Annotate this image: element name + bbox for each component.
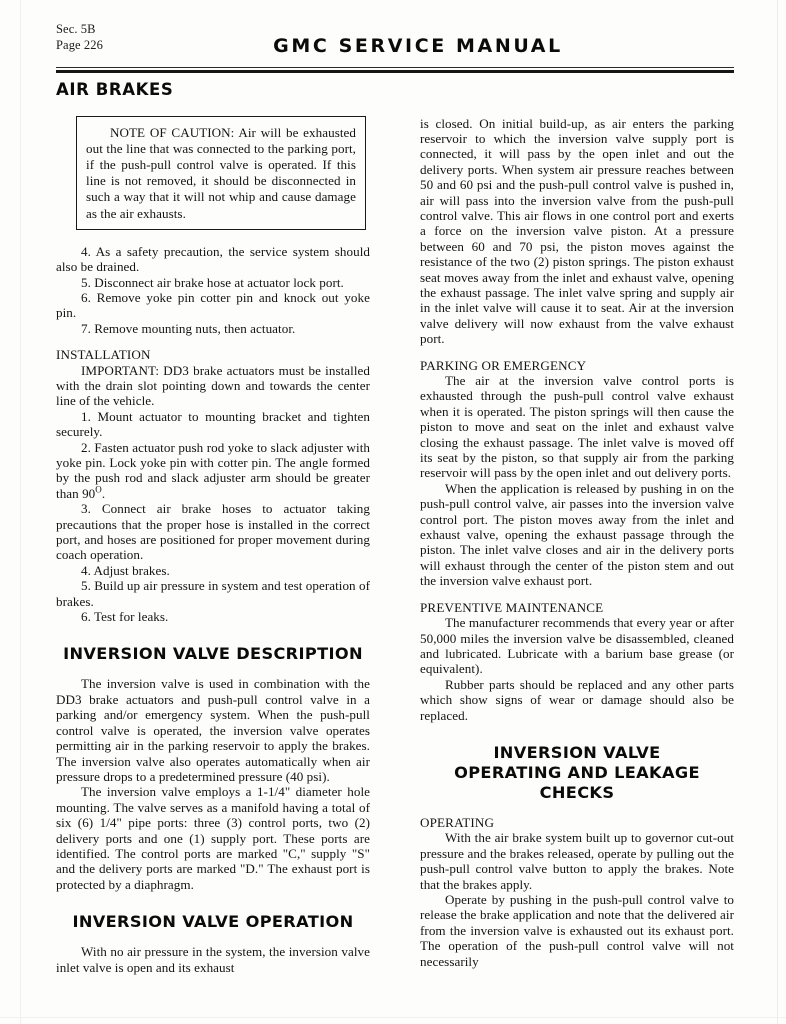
parking-paragraph-2: When the application is released by pushing in on the push-pull control valve, air passes into the inversion valve control port. The piston moves away from the inlet and exhaust valve, opening the exhaust passage through the piston. The inlet valve closes and air in the delivery ports will exhaust through the center of the piston stem and out the inversion valve exhaust port. (420, 480, 734, 589)
installation-step-5: 5. Build up air pressure in system and test operation of brakes. (56, 578, 370, 609)
checks-heading-line-2: OPERATING AND LEAKAGE CHECKS (454, 762, 700, 802)
caution-note-text: NOTE OF CAUTION: Air will be exhausted out the line that was connected to the parking port, if the push-pull control valve is operated. If this line is not removed, it should be disconnected in such a way that it will not whip and cause damage as the air exhausts. (86, 124, 356, 221)
removal-step-5: 5. Disconnect air brake hose at actuator lock port. (81, 274, 344, 290)
operating-heading: OPERATING (420, 814, 495, 830)
operating-paragraph-2: Operate by pushing in the push-pull control valve to release the brake application and note that the delivered air from the inversion valve is exhausted out its exhaust port. The operation of the push-pull control valve will not necessarily (420, 891, 734, 969)
installation-step-2 (56, 440, 370, 502)
checks-heading-line-1: INVERSION VALVE (493, 742, 661, 762)
inversion-valve-description-heading: INVERSION VALVE DESCRIPTION (63, 644, 363, 664)
installation-step-6: 6. Test for leaks. (81, 609, 169, 625)
preventive-maintenance-heading: PREVENTIVE MAINTENANCE (420, 599, 604, 615)
installation-step-4: 4. Adjust brakes. (81, 562, 170, 578)
parking-or-emergency-heading: PARKING OR EMERGENCY (420, 357, 587, 373)
two-column-body (56, 116, 734, 975)
removal-step-7: 7. Remove mounting nuts, then actuator. (81, 320, 296, 336)
installation-step-1: 1. Mount actuator to mounting bracket and tighten securely. (56, 408, 370, 440)
installation-heading: INSTALLATION (56, 347, 151, 363)
removal-step-4: 4. As a safety precaution, the service system should also be drained. (56, 243, 370, 275)
scan-edge-right (777, 0, 778, 1024)
installation-step-2-suffix: . (101, 485, 106, 501)
caution-note-box (76, 116, 366, 230)
maintenance-paragraph-1: The manufacturer recommends that every year or after 50,000 miles the inversion valve be disassembled, cleaned and lubricated. Lubricate with a barium base grease (or equivalent). (420, 615, 734, 677)
manual-title: GMC SERVICE MANUAL (273, 35, 563, 57)
operation-paragraph: With no air pressure in the system, the inversion valve inlet valve is open and its exhaust (56, 944, 370, 975)
installation-step-3: 3. Connect air brake hoses to actuator taking precautions that the proper hose is installed in the correct port, and hoses are positioned for proper movement during coach operation. (56, 501, 370, 563)
degree-symbol: O (95, 484, 102, 495)
operating-paragraph-1: With the air brake system built up to governor cut-out pressure and the brakes released, operate by pulling out the push-pull control valve button to apply the brakes. Note that the brakes apply. (420, 830, 734, 892)
header-rule-thin (56, 67, 734, 68)
installation-important: IMPORTANT: DD3 brake actuators must be installed with the drain slot pointing down and towards the center line of the vehicle. (56, 362, 370, 409)
continued-paragraph: is closed. On initial build-up, as air enters the parking reservoir to which the inversion valve supply port is connected, it will pass by the open inlet and out the delivery ports. When system air pressure reaches between 50 and 60 psi and the push-pull control valve is pushed in, air will pass into the inversion valve from the push-pull control valve. This air flows in one control port and exerts a force on the inversion valve piston. At a pressure between 60 and 70 psi, the piston moves against the resistance of the two (2) piston springs. The piston exhaust seat moves away from the inlet and exhaust valve, opening the exhaust passage. The inlet valve spring and supply air in the inlet valve will cause it to seat. Air at the inversion valve delivery will now exhaust from the valve exhaust port. (420, 115, 734, 347)
scan-edge-left (20, 0, 21, 1024)
left-column (56, 116, 370, 975)
header-rule-thick (56, 70, 734, 73)
inversion-valve-operation-heading: INVERSION VALVE OPERATION (72, 912, 354, 932)
page-number: Page 226 (56, 37, 103, 52)
description-paragraph-1: The inversion valve is used in combination with the DD3 brake actuators and push-pull control valve in a parking and/or emergency system. When the push-pull control valve is operated, the inversion valve operates permitting air in the parking reservoir to apply the brakes. The inversion valve also operates automatically when air pressure drops to a predetermined pressure (40 psi). (56, 676, 370, 784)
right-column (420, 116, 734, 975)
removal-step-6: 6. Remove yoke pin cotter pin and knock out yoke pin. (56, 289, 370, 321)
page-content (56, 22, 734, 975)
page-header (56, 22, 734, 66)
maintenance-paragraph-2: Rubber parts should be replaced and any other parts which show signs of wear or damage should also be replaced. (420, 676, 734, 723)
description-paragraph-2: The inversion valve employs a 1-1/4" diameter hole mounting. The valve serves as a manifold having a total of six (6) 1/4" pipe ports: three (3) control ports, two (2) delivery ports and one (1) supply port. These ports are identified. The control ports are marked "C," supply "S" and the delivery ports are marked "D." The exhaust port is protected by a diaphragm. (56, 784, 370, 892)
section-title: AIR BRAKES (56, 79, 174, 99)
installation-step-2-text: 2. Fasten actuator push rod yoke to slack adjuster with yoke pin. Lock yoke pin with cotter pin. The angle formed by the push rod and slack adjuster arm should be greater than 90 (56, 439, 370, 501)
parking-paragraph-1: The air at the inversion valve control ports is exhausted through the push-pull control valve exhaust when it is operated. The piston springs will then cause the piston to move and seat on the inlet and exhaust valve closing the exhaust passage. The inlet valve is moved off its seat by the piston, so that supply air from the parking reservoir will pass by the open inlet and out delivery ports. (420, 373, 734, 481)
section-number: Sec. 5B (56, 22, 96, 36)
scan-edge-bottom (0, 1017, 786, 1018)
